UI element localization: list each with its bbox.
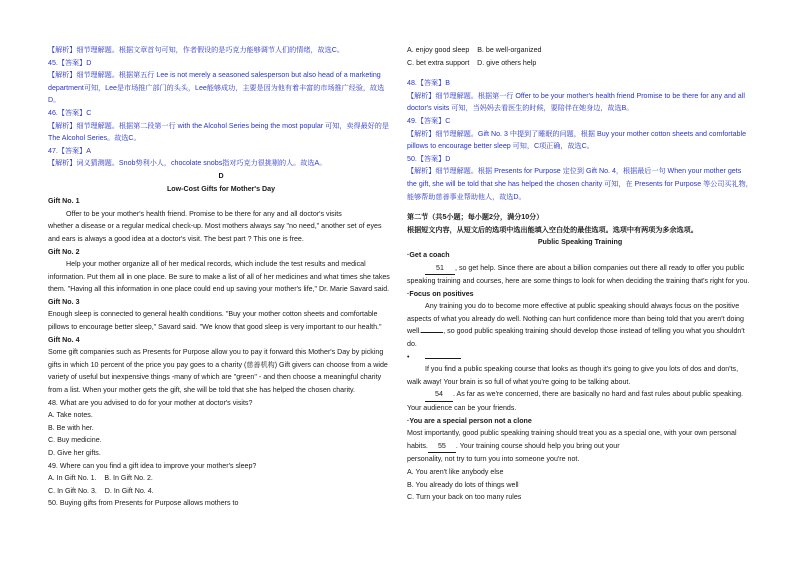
bullet-blank-line	[407, 351, 753, 364]
passage-title: Low-Cost Gifts for Mother's Day	[166, 184, 276, 193]
question: 49. Where can you find a gift idea to improve your mother's sleep?	[48, 461, 257, 470]
option: C. Turn your back on too many rules	[407, 493, 522, 502]
paragraph-text: Most importantly, good public speaking training should treat you as a special one, with your own personal habits.	[407, 429, 737, 450]
subheading: ·Get a coach	[407, 250, 450, 259]
answer-blank	[425, 358, 461, 359]
answer-key: 49.【答案】C	[407, 116, 451, 125]
passage-paragraph: If you find a public speaking course that looks as though it's going to give you lots of dos and don'ts, walk away! Your brain is so full of what you're going to be talking about.	[407, 365, 739, 386]
gift-paragraph: Enough sleep is connected to general health conditions. "Buy your mother cotton sheets and comfortable pillows to encourage better sleep," Savard said. "We know that good sleep is very important to our health."	[48, 310, 382, 332]
option-row: C. bet extra support D. give others help	[407, 58, 537, 67]
answer-key: 47.【答案】A	[48, 146, 91, 155]
passage-paragraph	[407, 388, 753, 414]
passage-paragraph	[407, 300, 753, 350]
answer-key: 45.【答案】D	[48, 58, 92, 67]
gift-paragraph: Help your mother organize all of her medical records, which include the test results and medical information. Put them all in one place. Be sure to make a list of all of her medicines and what times she takes them. "Having all this information in one place could end up saving your mother's life," Dr. Marie Savard said.	[48, 260, 390, 294]
option: B. Be with her.	[48, 423, 94, 432]
question: 50. Buying gifts from Presents for Purpose allows mothers to	[48, 499, 239, 508]
option: D. Give her gifts.	[48, 449, 101, 457]
right-column	[407, 44, 753, 504]
gift-heading: Gift No. 3	[48, 297, 80, 306]
answer-explanation: 【解析】细节理解题。根据第五行 Lee is not merely a seasoned salesperson but also head of a marketing department可知，Lee是市场推广部门的头头，Lee能够成功，主要是因为他有着丰富的市场推广经验，故选D。	[48, 71, 385, 105]
answer-explanation: 【解析】细节理解题。Gift No. 3 中提到了睡眠的问题，根据 Buy your mother cotton sheets and comfortable pillows to encourage better sleep 可知，C项正确，故选C。	[407, 129, 747, 151]
left-column	[48, 44, 394, 510]
gift-heading: Gift No. 1	[48, 197, 80, 206]
answer-explanation: 【解析】细节理解题。根据第二段第一行 with the Alcohol Series being the most popular 可知，卖得最好的是The Alcohol Series。故选C。	[48, 121, 389, 143]
paragraph-text: . As far as we're concerned, there are basically no hard and fast rules about public speaking. Your audience can be your friends.	[407, 390, 744, 413]
passage-paragraph	[407, 262, 753, 288]
subheading: ·You are a special person not a clone	[407, 416, 532, 425]
passage-title: Public Speaking Training	[537, 238, 623, 247]
gift-heading: Gift No. 2	[48, 247, 80, 256]
option: A. Take notes.	[48, 411, 93, 420]
bullet-icon: •	[407, 352, 410, 361]
gift-paragraph: whether a disease or a regular medical check-up. Most mothers always say "no need," another set of eyes and ears is always a good idea at a doctor's visit. The best part ? This one is free.	[48, 222, 382, 243]
paragraph-text: . Your training course should help you bring out your	[455, 441, 620, 450]
passage-paragraph: personality, not try to turn you into someone you're not.	[407, 455, 580, 464]
section-instructions: 根据短文内容，从短文后的选项中选出能填入空白处的最佳选项。选项中有两项为多余选项。	[407, 225, 698, 234]
answer-blank: 54	[425, 388, 453, 402]
answer-blank: 51	[425, 262, 455, 276]
gift-paragraph: Offer to be your mother's health friend. Promise to be there for any and all doctor's visits	[66, 209, 342, 218]
question: 48. What are you advised to do for your mother at doctor's visits?	[48, 398, 253, 407]
option: B. You already do lots of things well	[407, 480, 519, 489]
answer-explanation: 【解析】细节理解题。根据第一行 Offer to be your mother's health friend Promise to be there for any and all doctor's visits 可知，当妈妈去看医生的时候，要陪伴在她身边，故选B。	[407, 91, 745, 113]
answer-explanation: 【解析】细节理解题。根据文章首句可知，作者假设的是巧克力能够调节人们的情绪，故选C。	[48, 46, 344, 54]
paragraph-text: Any training you do to become more effective at public speaking should always focus on the positive aspects of what you already do well. Nothing can hurt confidence more than being told that you aren't doing well.	[407, 302, 744, 336]
gift-heading: Gift No. 4	[48, 335, 80, 344]
subheading: ·Focus on positives	[407, 289, 474, 298]
answer-key: 46.【答案】C	[48, 108, 92, 117]
paragraph-text: , so good public speaking training should develop those instead of telling you what you shouldn't do.	[407, 327, 745, 349]
paragraph-text: , so get help. Since there are about a billion companies out there all ready to offer you public speaking training and courses, here are some things to look for when deciding the training that's right for you.	[407, 263, 750, 286]
answer-blank: 55	[428, 440, 456, 454]
passage-paragraph	[407, 427, 753, 453]
option-row: A. enjoy good sleep B. be well-organized	[407, 46, 542, 54]
answer-explanation: 【解析】细节理解题。根据 Presents for Purpose 定位到 Gift No. 4，根据最后一句 When your mother gets the gift, she will be told that she has helped the chosen charity 可知，在 Presents for Purpose 等公司买礼物，能够帮助慈善事业帮助他人，故选D。	[407, 167, 753, 201]
option: A. You aren't like anybody else	[407, 468, 504, 476]
option: C. Buy medicine.	[48, 436, 102, 445]
section-letter: D	[218, 171, 224, 180]
gift-paragraph: Some gift companies such as Presents for Purpose allow you to pay it forward this Mother's Day by picking gifts in which 10 percent of the price you pay goes to a charity (慈善机构) Gift givers can choose from a wide variety of useful but inexpensive things -many of which are "green" - and then choose a meaningful charity from a list. When your mother gets the gift, she will be told that she has helped the chosen charity.	[48, 348, 388, 395]
answer-key: 50.【答案】D	[407, 154, 451, 163]
option-row: A. In Gift No. 1. B. In Gift No. 2.	[48, 474, 153, 483]
answer-key: 48.【答案】B	[407, 79, 450, 88]
answer-blank	[421, 332, 443, 333]
section-heading: 第二节（共5小题；每小题2分，满分10分）	[407, 213, 544, 222]
answer-explanation: 【解析】词义猜测题。Snob势利小人，chocolate snobs指对巧克力很挑剔的人。故选A。	[48, 159, 327, 168]
option-row: C. In Gift No. 3. D. In Gift No. 4.	[48, 486, 154, 495]
